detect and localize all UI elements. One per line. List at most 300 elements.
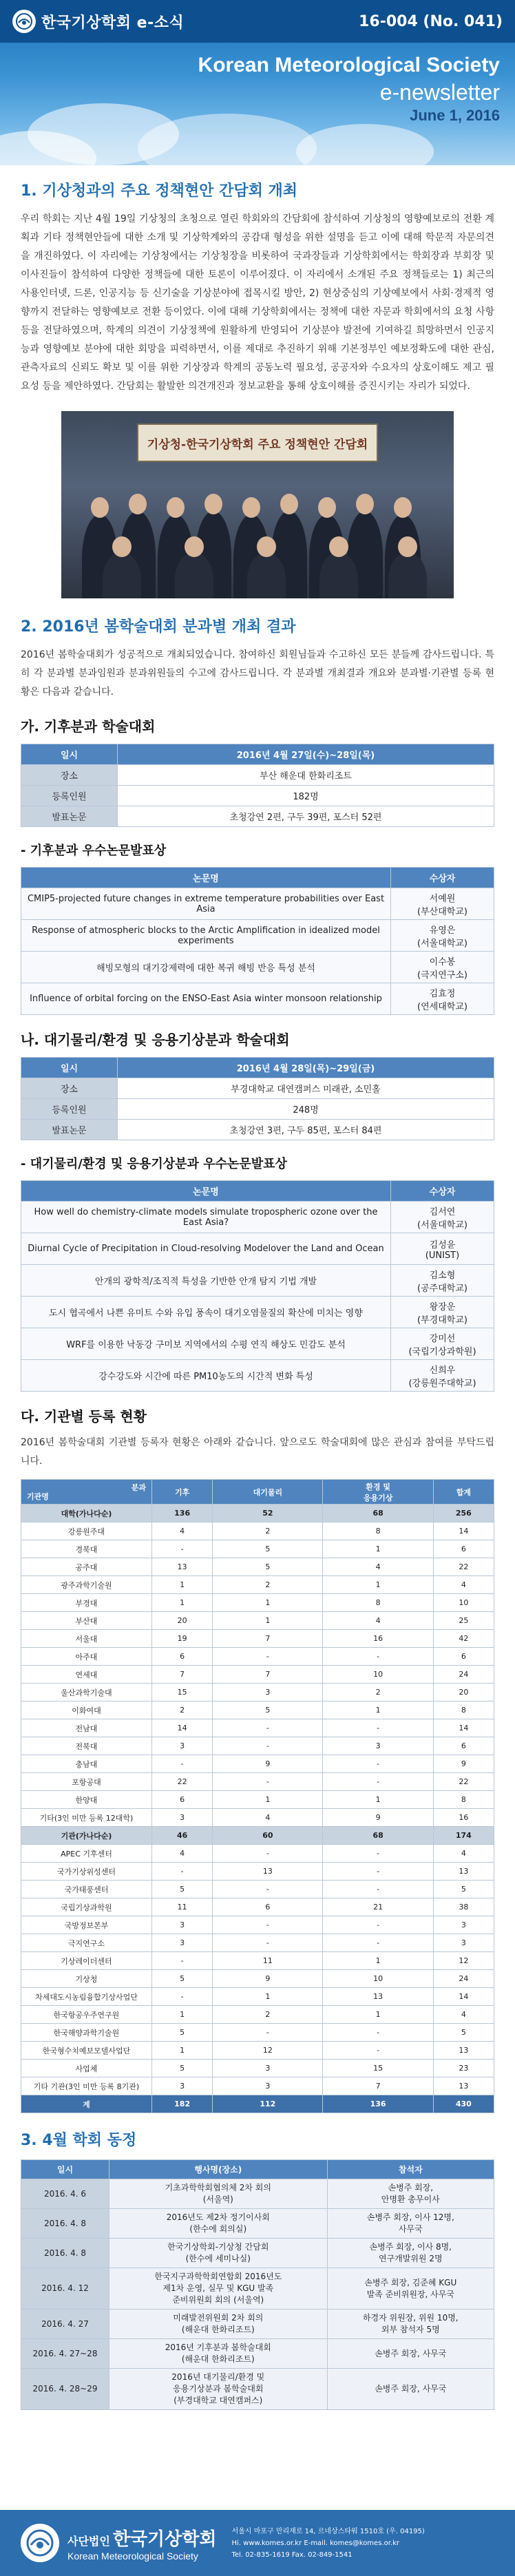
institution-name: 경북대: [21, 1540, 152, 1558]
institution-name: 기상청: [21, 1970, 152, 1988]
event-date: 2016. 4. 27~28: [21, 2339, 109, 2369]
count-cell: 3: [323, 1737, 433, 1755]
count-cell: 3: [433, 1934, 494, 1952]
climate-award-table: [21, 867, 494, 1015]
event-name: 한국기상학회-기상청 간담회 (한수에 세미나실): [109, 2239, 328, 2268]
count-cell: 4: [433, 2006, 494, 2024]
table-row: [21, 1916, 494, 1934]
count-cell: 15: [323, 2060, 433, 2077]
count-cell: 1: [323, 2006, 433, 2024]
section-title: 2. 2016년 봄학술대회 분과별 개최 결과: [21, 618, 296, 636]
count-cell: 6: [433, 1540, 494, 1558]
count-cell: 25: [433, 1612, 494, 1630]
count-cell: 13: [433, 2042, 494, 2060]
count-cell: 13: [433, 2077, 494, 2095]
award-title: - 대기물리/환경 및 응용기상분과 우수논문발표상: [21, 1157, 287, 1171]
count-cell: 1: [323, 1701, 433, 1719]
count-cell: 24: [433, 1666, 494, 1684]
footer-prefix: 사단법인: [67, 2534, 110, 2548]
footer-address: 서울시 마포구 만리재로 14, 르네상스타워 1510호 (우. 04195): [231, 2527, 425, 2535]
winner: 김소형 (공주대학교): [391, 1265, 494, 1297]
count-cell: 10: [433, 1594, 494, 1612]
subsection-title: 다. 기관별 등록 현황: [21, 1408, 147, 1425]
count-cell: 14: [433, 1988, 494, 2006]
count-cell: 12: [433, 1952, 494, 1970]
info-value: 초청강연 3편, 구두 85편, 포스터 84편: [118, 1120, 494, 1140]
count-cell: 13: [213, 1863, 323, 1881]
section-title: 1. 기상청과의 주요 정책현안 간담회 개최: [21, 182, 297, 200]
winner: 이수봉 (극지연구소): [391, 952, 494, 983]
col-header: 대기물리: [213, 1480, 323, 1505]
count-cell: 1: [213, 1594, 323, 1612]
count-cell: 5: [213, 1701, 323, 1719]
count-cell: 16: [323, 1630, 433, 1648]
institution-name: 사업체: [21, 2060, 152, 2077]
institution-name: 대학(가나다순): [21, 1505, 152, 1522]
schedule-table: [21, 2159, 494, 2410]
paper-title: 도시 협곡에서 나쁜 유미트 수와 유입 풍속이 대기오염물질의 확산에 미치는 영향: [21, 1297, 391, 1328]
attendees: 손병주 회장, 이사 12명, 사무국: [327, 2209, 494, 2239]
institution-name: 국립기상과학원: [21, 1898, 152, 1916]
count-cell: 20: [433, 1684, 494, 1701]
col-header: 합계: [433, 1480, 494, 1505]
count-cell: -: [213, 1845, 323, 1863]
count-cell: -: [152, 1863, 213, 1881]
count-cell: 13: [323, 1988, 433, 2006]
info-value: 248명: [118, 1099, 494, 1120]
col-header: 참석자: [327, 2160, 494, 2179]
count-cell: 1: [323, 1576, 433, 1594]
paper-title: WRF를 이용한 낙동강 구미보 지역에서의 수평 연직 해상도 민감도 분석: [21, 1328, 391, 1360]
winner: 서예원 (부산대학교): [391, 888, 494, 920]
count-cell: 14: [433, 1719, 494, 1737]
count-cell: 7: [152, 1666, 213, 1684]
count-cell: 4: [152, 1522, 213, 1540]
count-cell: 5: [152, 1970, 213, 1988]
count-cell: -: [213, 1737, 323, 1755]
event-name: 기초과학학회협의체 2차 회의 (서울역): [109, 2179, 328, 2209]
winner: 신희우 (강릉원주대학교): [391, 1360, 494, 1392]
count-cell: -: [213, 1773, 323, 1791]
institution-name: 한국항공우주연구원: [21, 2006, 152, 2024]
institution-name: 국방정보본부: [21, 1916, 152, 1934]
count-cell: 4: [433, 1845, 494, 1863]
winner: 유영은 (서울대학교): [391, 920, 494, 952]
count-cell: 3: [213, 2077, 323, 2095]
footer-name-ko: 한국기상학회: [112, 2528, 217, 2550]
institution-name: 국가기상위성센터: [21, 1863, 152, 1881]
institution-name: 이화여대: [21, 1701, 152, 1719]
table-row: [21, 2310, 494, 2339]
count-cell: 5: [433, 2024, 494, 2042]
info-key: 일시: [21, 1058, 118, 1078]
institution-name: APEC 기후센터: [21, 1845, 152, 1863]
count-cell: 3: [152, 1934, 213, 1952]
count-cell: 4: [152, 1845, 213, 1863]
footer-phone: Tel. 02-835-1619 Fax. 02-849-1541: [231, 2551, 353, 2559]
count-cell: -: [213, 1916, 323, 1934]
count-cell: 8: [433, 1701, 494, 1719]
info-value: 2016년 4월 28일(목)~29일(금): [118, 1058, 494, 1078]
table-row: [21, 2060, 494, 2077]
table-row: [21, 1684, 494, 1701]
count-cell: -: [152, 1755, 213, 1773]
count-cell: 13: [152, 1558, 213, 1576]
table-row: [21, 1791, 494, 1809]
table-row: [21, 2024, 494, 2042]
count-cell: 8: [433, 1791, 494, 1809]
col-header: 기후: [152, 1480, 213, 1505]
count-cell: 5: [152, 2024, 213, 2042]
attendees: 손병주 회장, 이사 8명, 연구개발위원 2명: [327, 2239, 494, 2268]
table-row: [21, 1612, 494, 1630]
count-cell: 60: [213, 1827, 323, 1845]
group-photo: [61, 411, 454, 598]
count-cell: 8: [323, 1522, 433, 1540]
count-cell: -: [213, 1648, 323, 1666]
winner: 김효정 (연세대학교): [391, 983, 494, 1015]
table-row: [21, 1737, 494, 1755]
winner: 왕장운 (부경대학교): [391, 1297, 494, 1328]
table-row: [21, 1558, 494, 1576]
table-row: [21, 1630, 494, 1648]
paper-title: 안개의 광학적/조직적 특성을 기반한 안개 탐지 기법 개발: [21, 1265, 391, 1297]
count-cell: 4: [323, 1558, 433, 1576]
table-row: [21, 2268, 494, 2310]
count-cell: 38: [433, 1898, 494, 1916]
count-cell: -: [213, 1934, 323, 1952]
table-row: [21, 1827, 494, 1845]
institution-name: 연세대: [21, 1666, 152, 1684]
count-cell: -: [152, 1988, 213, 2006]
footer-web-email: Hi. www.komes.or.kr E-mail. komes@komes.or.kr: [231, 2539, 399, 2547]
count-cell: 10: [323, 1970, 433, 1988]
count-cell: 7: [213, 1666, 323, 1684]
table-row: [21, 1701, 494, 1719]
count-cell: -: [323, 1881, 433, 1898]
event-date: 2016. 4. 8: [21, 2239, 109, 2268]
count-cell: 3: [213, 1684, 323, 1701]
paper-title: 해빙모형의 대기강제력에 대한 복귀 해빙 반응 특성 분석: [21, 952, 391, 983]
count-cell: 11: [152, 1898, 213, 1916]
table-row: [21, 2042, 494, 2060]
count-cell: 22: [433, 1558, 494, 1576]
attendees: 손병주 회장, 사무국: [327, 2369, 494, 2410]
event-name: 2016년 기후분과 봄학술대회 (해운대 한화리조트): [109, 2339, 328, 2369]
count-cell: -: [323, 1648, 433, 1666]
institution-name: 아주대: [21, 1648, 152, 1666]
count-cell: 5: [213, 1558, 323, 1576]
col-header: 행사명(장소): [109, 2160, 328, 2179]
count-cell: 14: [433, 1522, 494, 1540]
count-cell: 6: [152, 1791, 213, 1809]
table-row: [21, 1970, 494, 1988]
info-key: 등록인원: [21, 1099, 118, 1120]
count-cell: 3: [152, 1737, 213, 1755]
subsection-title: 가. 기후분과 학술대회: [21, 718, 156, 735]
footer-society-name: [67, 2525, 217, 2562]
table-row: [21, 2369, 494, 2410]
count-cell: 9: [323, 1809, 433, 1827]
count-cell: 3: [152, 2077, 213, 2095]
count-cell: -: [323, 1916, 433, 1934]
footer-contact: [232, 2526, 425, 2561]
table-row: [21, 1934, 494, 1952]
count-cell: 2: [213, 1576, 323, 1594]
count-cell: 174: [433, 1827, 494, 1845]
institution-name: 극지연구소: [21, 1934, 152, 1952]
count-cell: 9: [213, 1755, 323, 1773]
institution-name: 부경대: [21, 1594, 152, 1612]
table-row: [21, 1898, 494, 1916]
count-cell: 4: [213, 1809, 323, 1827]
footer-name-en: Korean Meteorological Society: [67, 2550, 198, 2562]
count-cell: 6: [433, 1648, 494, 1666]
count-cell: -: [323, 1934, 433, 1952]
count-cell: 1: [213, 1791, 323, 1809]
count-cell: 112: [213, 2095, 323, 2113]
table-row: [21, 1881, 494, 1898]
footer: [0, 2510, 515, 2576]
table-row: [21, 1845, 494, 1863]
corner-top-label: 분과: [131, 1483, 146, 1492]
info-value: 부산 해운대 한화리조트: [118, 765, 494, 786]
main-content: [0, 179, 515, 2410]
section-title: 3. 4월 학회 동정: [21, 2132, 137, 2149]
count-cell: 21: [323, 1898, 433, 1916]
count-cell: 24: [433, 1970, 494, 1988]
event-date: 2016. 4. 27: [21, 2310, 109, 2339]
count-cell: 9: [433, 1755, 494, 1773]
col-header: 환경 및 응용기상: [323, 1480, 433, 1505]
count-cell: 52: [213, 1505, 323, 1522]
count-cell: 3: [213, 2060, 323, 2077]
count-cell: 68: [323, 1827, 433, 1845]
count-cell: 2: [323, 1684, 433, 1701]
count-cell: -: [323, 1773, 433, 1791]
e-newsletter-label: e-newsletter: [379, 80, 500, 105]
count-cell: 7: [213, 1630, 323, 1648]
table-row: [21, 1594, 494, 1612]
event-name: 한국지구과학학회연합회 2016년도 제1차 운영, 실무 및 KGU 발족 준비위원회 회의 (서울역): [109, 2268, 328, 2310]
count-cell: 20: [152, 1612, 213, 1630]
paper-title: Influence of orbital forcing on the ENSO-East Asia winter monsoon relationship: [21, 983, 391, 1015]
info-value: 182명: [118, 786, 494, 806]
col-header: 수상자: [391, 868, 494, 888]
institution-name: 전남대: [21, 1719, 152, 1737]
institution-name: 차세대도시농림융합기상사업단: [21, 1988, 152, 2006]
institution-name: 기상레이더센터: [21, 1952, 152, 1970]
count-cell: 2: [213, 1522, 323, 1540]
count-cell: 3: [433, 1916, 494, 1934]
count-cell: 6: [433, 1737, 494, 1755]
paper-title: Diurnal Cycle of Precipitation in Cloud-resolving Modelover the Land and Ocean: [21, 1233, 391, 1265]
winner: 김성윤 (UNIST): [391, 1233, 494, 1265]
count-cell: 1: [213, 1988, 323, 2006]
event-date: 2016. 4. 8: [21, 2209, 109, 2239]
table-row: [21, 1540, 494, 1558]
institution-name: 한국해양과학기술원: [21, 2024, 152, 2042]
count-cell: 1: [152, 2006, 213, 2024]
institution-name: 광주과학기술원: [21, 1576, 152, 1594]
count-cell: 136: [152, 1505, 213, 1522]
corner-header: [21, 1480, 152, 1505]
count-cell: 2: [152, 1701, 213, 1719]
table-row: [21, 1952, 494, 1970]
count-cell: 22: [152, 1773, 213, 1791]
info-key: 발표논문: [21, 1120, 118, 1140]
col-header: 일시: [21, 2160, 109, 2179]
institution-name: 부산대: [21, 1612, 152, 1630]
count-cell: 23: [433, 2060, 494, 2077]
attendees: 하경자 위원장, 위원 10명, 외부 참석자 5명: [327, 2310, 494, 2339]
count-cell: 1: [323, 1952, 433, 1970]
event-name: 2016년도 제2차 정기이사회 (한수에 회의실): [109, 2209, 328, 2239]
header-english: [198, 54, 500, 125]
count-cell: 5: [433, 1881, 494, 1898]
count-cell: 19: [152, 1630, 213, 1648]
info-value: 부경대학교 대연캠퍼스 미래관, 소민홀: [118, 1078, 494, 1099]
climate-conference-info-table: [21, 744, 494, 827]
count-cell: 22: [433, 1773, 494, 1791]
count-cell: -: [213, 1881, 323, 1898]
count-cell: 68: [323, 1505, 433, 1522]
table-row: [21, 2239, 494, 2268]
institution-name: 기관(가나다순): [21, 1827, 152, 1845]
issue-number: 16-004 (No. 041): [359, 12, 503, 30]
institution-name: 전북대: [21, 1737, 152, 1755]
col-header: 수상자: [391, 1181, 494, 1202]
newsletter-title: 한국기상학회 e-소식: [41, 14, 185, 32]
count-cell: 1: [213, 1612, 323, 1630]
count-cell: 9: [213, 1970, 323, 1988]
event-date: 2016. 4. 12: [21, 2268, 109, 2310]
count-cell: -: [323, 1845, 433, 1863]
count-cell: -: [213, 2024, 323, 2042]
table-row: [21, 2209, 494, 2239]
winner: 김서연 (서울대학교): [391, 1202, 494, 1233]
count-cell: 8: [323, 1594, 433, 1612]
institution-name: 울산과학기술대: [21, 1684, 152, 1701]
count-cell: 3: [152, 1916, 213, 1934]
institution-name: 충남대: [21, 1755, 152, 1773]
info-key: 일시: [21, 744, 118, 765]
table-row: [21, 1666, 494, 1684]
count-cell: 1: [152, 1576, 213, 1594]
institution-name: 서울대: [21, 1630, 152, 1648]
event-date: 2016. 4. 28~29: [21, 2369, 109, 2410]
info-value: 초청강연 2편, 구두 39편, 포스터 52편: [118, 806, 494, 827]
issue-date: June 1, 2016: [410, 107, 500, 124]
count-cell: 6: [213, 1898, 323, 1916]
info-value: 2016년 4월 27일(수)~28일(목): [118, 744, 494, 765]
info-key: 발표논문: [21, 806, 118, 827]
institution-name: 강릉원주대: [21, 1522, 152, 1540]
count-cell: 256: [433, 1505, 494, 1522]
count-cell: -: [152, 1540, 213, 1558]
count-cell: 4: [433, 1576, 494, 1594]
count-cell: -: [213, 1719, 323, 1737]
table-row: [21, 2095, 494, 2113]
attendees: 손병주 회장, 김준혜 KGU 발족 준비위원장, 사무국: [327, 2268, 494, 2310]
count-cell: 11: [213, 1952, 323, 1970]
count-cell: 5: [213, 1540, 323, 1558]
count-cell: 430: [433, 2095, 494, 2113]
count-cell: 6: [152, 1648, 213, 1666]
attendees: 손병주 회장, 사무국: [327, 2339, 494, 2369]
info-key: 장소: [21, 1078, 118, 1099]
count-cell: -: [323, 1863, 433, 1881]
header-banner: [0, 0, 515, 165]
count-cell: 1: [152, 1594, 213, 1612]
table-row: [21, 2006, 494, 2024]
count-cell: -: [323, 1755, 433, 1773]
table-row: [21, 1863, 494, 1881]
event-name: 2016년 대기물리/환경 및 응용기상분과 봄학술대회 (부경대학교 대연캠퍼스): [109, 2369, 328, 2410]
society-logo-icon: [21, 2524, 59, 2562]
institution-name: 한양대: [21, 1791, 152, 1809]
count-cell: 15: [152, 1684, 213, 1701]
table-row: [21, 1809, 494, 1827]
subsection-title: 나. 대기물리/환경 및 응용기상분과 학술대회: [21, 1032, 290, 1048]
section-body: 2016년 봄학술대회 기관별 등록자 현황은 아래와 같습니다. 앞으로도 학술대회에 많은 관심과 참여를 부탁드립니다.: [21, 1437, 494, 1467]
table-row: [21, 1576, 494, 1594]
count-cell: 182: [152, 2095, 213, 2113]
count-cell: 5: [152, 1881, 213, 1898]
winner: 강미선 (국립기상과학원): [391, 1328, 494, 1360]
society-name-en: Korean Meteorological Society: [198, 54, 500, 76]
table-row: [21, 2339, 494, 2369]
table-row: [21, 1505, 494, 1522]
count-cell: -: [323, 1719, 433, 1737]
info-key: 장소: [21, 765, 118, 786]
paper-title: Response of atmospheric blocks to the Arctic Amplification in idealized model experiments: [21, 920, 391, 952]
count-cell: 3: [152, 1809, 213, 1827]
col-header: 논문명: [21, 1181, 391, 1202]
count-cell: 1: [323, 1791, 433, 1809]
table-row: [21, 1773, 494, 1791]
event-date: 2016. 4. 6: [21, 2179, 109, 2209]
table-row: [21, 2077, 494, 2095]
count-cell: 46: [152, 1827, 213, 1845]
physics-award-table: [21, 1180, 494, 1392]
count-cell: 16: [433, 1809, 494, 1827]
count-cell: -: [323, 2042, 433, 2060]
count-cell: 5: [152, 2060, 213, 2077]
paper-title: CMIP5-projected future changes in extreme temperature probabilities over East Asia: [21, 888, 391, 920]
table-row: [21, 2179, 494, 2209]
table-row: [21, 1522, 494, 1540]
count-cell: 13: [433, 1863, 494, 1881]
paper-title: How well do chemistry-climate models simulate tropospheric ozone over the East Asia?: [21, 1202, 391, 1233]
count-cell: 10: [323, 1666, 433, 1684]
count-cell: 14: [152, 1719, 213, 1737]
institution-name: 국가태풍센터: [21, 1881, 152, 1898]
count-cell: 1: [152, 2042, 213, 2060]
paper-title: 강수강도와 시간에 따른 PM10농도의 시간적 변화 특성: [21, 1360, 391, 1392]
corner-bottom-label: 기관명: [27, 1492, 49, 1501]
count-cell: 136: [323, 2095, 433, 2113]
count-cell: 42: [433, 1630, 494, 1648]
institution-name: 공주대: [21, 1558, 152, 1576]
header-bar: [0, 0, 515, 43]
award-title: - 기후분과 우수논문발표상: [21, 844, 167, 858]
section-body: 2016년 봄학술대회가 성공적으로 개최되었습니다. 참여하신 회원님들과 수고하신 모든 분들께 감사드립니다. 특히 각 분과별 분과임원과 분과위원들의 수고에 감사드립니다. 각 분과별 개최결과 개요와 분과별·기관별 등록 현황은 다음과 같습니다.: [21, 649, 494, 698]
physics-conference-info-table: [21, 1057, 494, 1140]
count-cell: -: [152, 1952, 213, 1970]
table-row: [21, 1648, 494, 1666]
info-key: 등록인원: [21, 786, 118, 806]
